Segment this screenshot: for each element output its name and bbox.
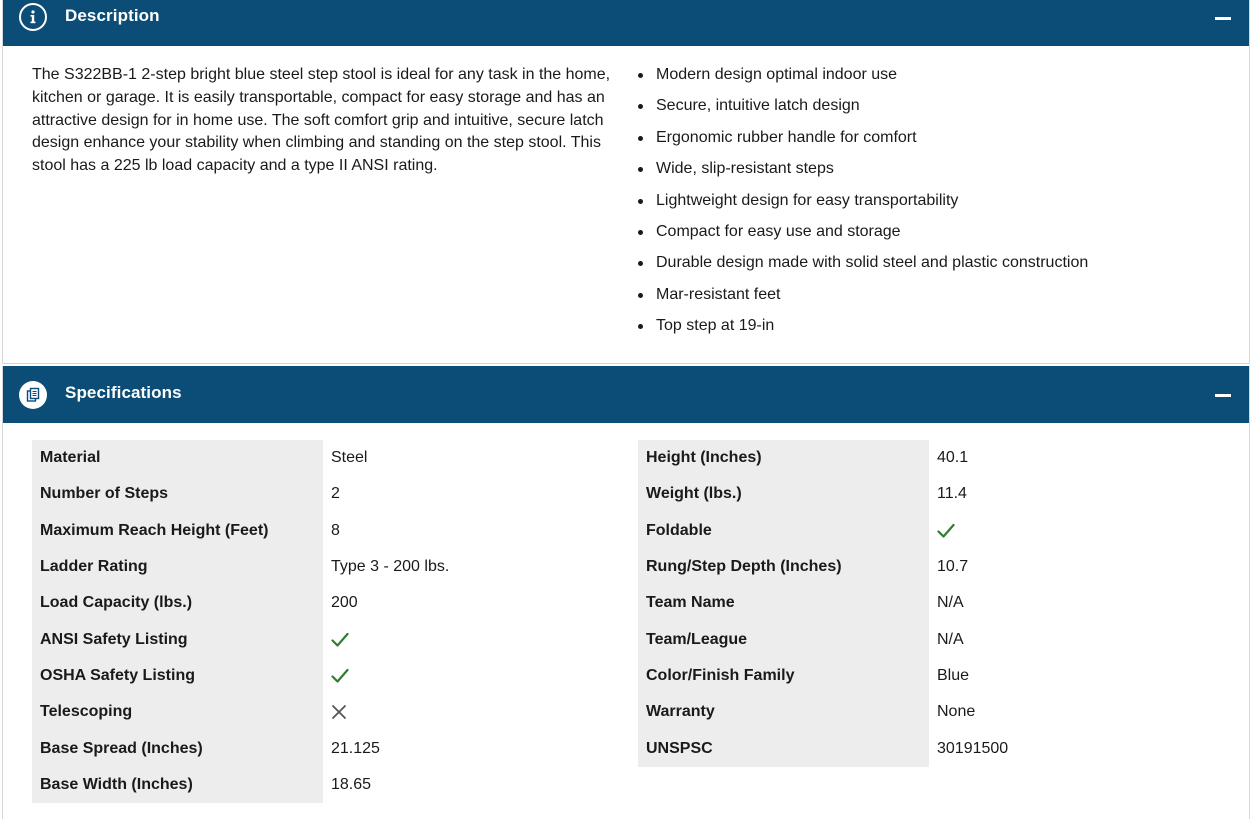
bullet-icon: [638, 324, 643, 329]
spec-value: Type 3 - 200 lbs.: [331, 558, 450, 576]
document-icon: [19, 381, 47, 409]
spec-row: [638, 476, 1229, 512]
feature-text: Durable design made with solid steel and plastic construction: [656, 254, 1089, 272]
feature-text: Lightweight design for easy transportability: [656, 191, 959, 209]
spec-label: UNSPSC: [638, 730, 929, 766]
specifications-table-right: [638, 440, 1229, 767]
spec-row: [32, 767, 623, 803]
check-icon: [331, 668, 615, 684]
spec-row: [32, 513, 623, 549]
feature-text: Secure, intuitive latch design: [656, 97, 860, 115]
spec-row: [32, 658, 623, 694]
spec-label: ANSI Safety Listing: [32, 621, 323, 657]
spec-value: [929, 513, 1229, 549]
spec-value: 18.65: [331, 775, 372, 793]
spec-row: [32, 585, 623, 621]
spec-value: Steel: [331, 449, 368, 467]
feature-text: Ergonomic rubber handle for comfort: [656, 128, 917, 146]
spec-row: [638, 621, 1229, 657]
spec-label: Base Spread (Inches): [32, 730, 323, 766]
spec-value: 11.4: [937, 485, 967, 503]
spec-row: [32, 440, 623, 476]
spec-row: [32, 694, 623, 730]
feature-text: Compact for easy use and storage: [656, 222, 901, 240]
spec-value: 200: [331, 594, 358, 612]
spec-value: 30191500: [937, 739, 1009, 757]
spec-row: [638, 549, 1229, 585]
bullet-icon: [638, 104, 643, 109]
spec-value: 40.1: [937, 449, 969, 467]
feature-text: Top step at 19-in: [656, 317, 775, 335]
spec-label: Maximum Reach Height (Feet): [32, 513, 323, 549]
info-icon: [19, 3, 47, 31]
spec-value: 2: [331, 485, 340, 503]
spec-row: [638, 694, 1229, 730]
spec-label: Team/League: [638, 621, 929, 657]
spec-value: None: [937, 703, 976, 721]
specifications-title: Specifications: [65, 383, 182, 402]
feature-item: [635, 156, 1235, 187]
spec-label: Ladder Rating: [32, 549, 323, 585]
feature-item: [635, 125, 1235, 156]
spec-label: Color/Finish Family: [638, 658, 929, 694]
spec-value: [323, 694, 623, 730]
spec-label: Number of Steps: [32, 476, 323, 512]
spec-value: N/A: [937, 594, 964, 612]
spec-label: Height (Inches): [638, 440, 929, 476]
spec-row: [638, 730, 1229, 766]
bullet-icon: [638, 167, 643, 172]
bullet-icon: [638, 136, 643, 141]
feature-item: [635, 250, 1235, 281]
minus-icon: [1215, 394, 1231, 397]
description-header[interactable]: [3, 0, 1249, 46]
description-text: The S322BB-1 2-step bright blue steel step stool is ideal for any task in the home, kitchen or garage. It is easily transportable, compact for easy storage and has an attractive design for in home use. The soft comfort grip and intuitive, secure latch design enhance your stability when climbing and standing on the step stool. This stool has a 225 lb load capacity and a type II ANSI rating.: [32, 66, 611, 175]
bullet-icon: [638, 230, 643, 235]
spec-row: [32, 476, 623, 512]
x-icon: [331, 704, 615, 720]
description-collapse-button[interactable]: [1211, 6, 1235, 30]
spec-value: 21.125: [331, 739, 380, 757]
check-icon: [331, 632, 615, 648]
spec-row: [638, 585, 1229, 621]
spec-label: Foldable: [638, 513, 929, 549]
spec-row: [638, 658, 1229, 694]
spec-value: 10.7: [937, 558, 969, 576]
feature-text: Modern design optimal indoor use: [656, 66, 898, 83]
spec-value: [323, 621, 623, 657]
feature-item: [635, 188, 1235, 219]
minus-icon: [1215, 17, 1231, 20]
feature-text: Wide, slip-resistant steps: [656, 160, 834, 178]
bullet-icon: [638, 73, 643, 78]
feature-item: [635, 313, 1235, 344]
spec-label: Telescoping: [32, 694, 323, 730]
spec-label: Material: [32, 440, 323, 476]
spec-label: Load Capacity (lbs.): [32, 585, 323, 621]
feature-item: [635, 62, 1235, 93]
spec-value: 8: [331, 521, 340, 539]
spec-label: Weight (lbs.): [638, 476, 929, 512]
feature-item: [635, 93, 1235, 124]
feature-item: [635, 282, 1235, 313]
spec-label: Base Width (Inches): [32, 767, 323, 803]
spec-value: Blue: [937, 666, 970, 684]
spec-label: Team Name: [638, 585, 929, 621]
spec-label: Rung/Step Depth (Inches): [638, 549, 929, 585]
bullet-icon: [638, 261, 643, 266]
description-panel: [2, 0, 1250, 364]
check-icon: [937, 523, 1221, 539]
bullet-icon: [638, 293, 643, 298]
feature-item: [635, 219, 1235, 250]
spec-row: [32, 549, 623, 585]
specifications-header[interactable]: [3, 366, 1249, 423]
specifications-collapse-button[interactable]: [1211, 383, 1235, 407]
spec-value: N/A: [937, 630, 964, 648]
bullet-icon: [638, 199, 643, 204]
specifications-table-left: [32, 440, 623, 803]
description-title: Description: [65, 6, 160, 25]
spec-value: [323, 658, 623, 694]
feature-list: [635, 62, 1235, 345]
spec-row: [638, 440, 1229, 476]
spec-label: Warranty: [638, 694, 929, 730]
spec-row: [32, 621, 623, 657]
feature-text: Mar-resistant feet: [656, 285, 781, 303]
spec-row: [32, 730, 623, 766]
spec-label: OSHA Safety Listing: [32, 658, 323, 694]
spec-row: [638, 513, 1229, 549]
